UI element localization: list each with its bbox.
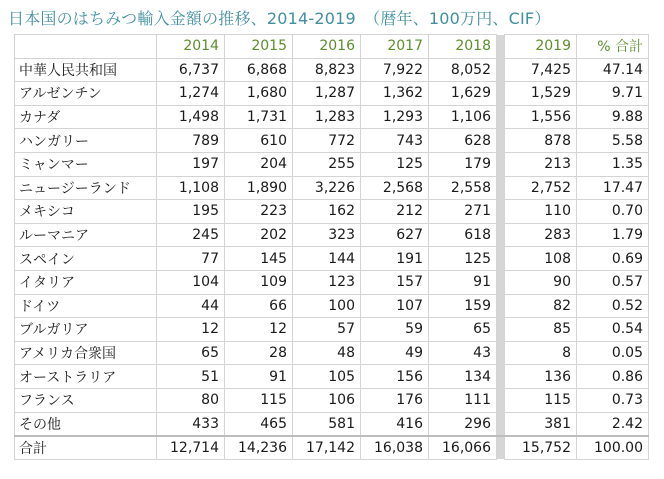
value-2019: 878 — [505, 129, 577, 153]
table-row — [15, 223, 649, 247]
header-2014: 2014 — [157, 35, 225, 59]
value-2017: 191 — [361, 247, 429, 271]
percent-total: 0.05 — [577, 341, 649, 365]
percent-total: 17.47 — [577, 176, 649, 200]
value-2017: 1,362 — [361, 82, 429, 106]
value-2016: 255 — [293, 152, 361, 176]
value-2015: 109 — [225, 270, 293, 294]
percent-total: 0.54 — [577, 318, 649, 342]
column-separator — [497, 318, 505, 342]
value-2018: 179 — [429, 152, 497, 176]
value-2014: 44 — [157, 294, 225, 318]
value-2019: 85 — [505, 318, 577, 342]
table-row — [15, 341, 649, 365]
column-separator — [497, 176, 505, 200]
value-2014: 80 — [157, 388, 225, 412]
value-2015: 12 — [225, 318, 293, 342]
value-2016: 8,823 — [293, 58, 361, 82]
table-row — [15, 152, 649, 176]
value-2014: 433 — [157, 412, 225, 436]
column-separator — [497, 341, 505, 365]
value-2015: 223 — [225, 200, 293, 224]
value-2015: 1,731 — [225, 105, 293, 129]
value-2019: 90 — [505, 270, 577, 294]
table-body — [15, 58, 649, 459]
percent-total: 2.42 — [577, 412, 649, 436]
value-2015: 28 — [225, 341, 293, 365]
country-name: スペイン — [15, 247, 157, 271]
value-2016: 57 — [293, 318, 361, 342]
value-2016: 323 — [293, 223, 361, 247]
country-name: メキシコ — [15, 200, 157, 224]
percent-total: 100.00 — [577, 436, 649, 460]
percent-total: 5.58 — [577, 129, 649, 153]
percent-total: 9.88 — [577, 105, 649, 129]
percent-total: 47.14 — [577, 58, 649, 82]
value-2014: 195 — [157, 200, 225, 224]
table-row — [15, 247, 649, 271]
value-2017: 157 — [361, 270, 429, 294]
header-2018: 2018 — [429, 35, 497, 59]
value-2015: 145 — [225, 247, 293, 271]
table-row — [15, 82, 649, 106]
column-separator — [497, 294, 505, 318]
value-2019: 213 — [505, 152, 577, 176]
column-separator — [497, 270, 505, 294]
value-2017: 416 — [361, 412, 429, 436]
country-name: カナダ — [15, 105, 157, 129]
value-2015: 115 — [225, 388, 293, 412]
value-2017: 627 — [361, 223, 429, 247]
value-2017: 7,922 — [361, 58, 429, 82]
value-2018: 1,106 — [429, 105, 497, 129]
value-2015: 204 — [225, 152, 293, 176]
country-name: 中華人民共和国 — [15, 58, 157, 82]
column-separator — [497, 247, 505, 271]
column-separator — [497, 388, 505, 412]
table-row — [15, 388, 649, 412]
column-separator — [497, 58, 505, 82]
value-2015: 1,680 — [225, 82, 293, 106]
header-2017: 2017 — [361, 35, 429, 59]
table-row — [15, 105, 649, 129]
column-separator — [497, 412, 505, 436]
percent-total: 1.35 — [577, 152, 649, 176]
table-row — [15, 176, 649, 200]
percent-total: 0.69 — [577, 247, 649, 271]
country-name: ブルガリア — [15, 318, 157, 342]
value-2017: 1,293 — [361, 105, 429, 129]
header-percent-total: % 合計 — [577, 35, 649, 59]
table-title: 日本国のはちみつ輸入金額の推移、2014-2019 （暦年、100万円、CIF） — [8, 9, 551, 28]
value-2016: 123 — [293, 270, 361, 294]
percent-total: 0.70 — [577, 200, 649, 224]
value-2016: 144 — [293, 247, 361, 271]
value-2014: 12 — [157, 318, 225, 342]
country-name: イタリア — [15, 270, 157, 294]
table-row — [15, 129, 649, 153]
value-2018: 111 — [429, 388, 497, 412]
value-2017: 16,038 — [361, 436, 429, 460]
column-separator — [497, 436, 505, 460]
value-2017: 59 — [361, 318, 429, 342]
value-2017: 49 — [361, 341, 429, 365]
table-row — [15, 412, 649, 436]
value-2019: 136 — [505, 365, 577, 389]
value-2016: 100 — [293, 294, 361, 318]
column-separator — [497, 35, 505, 59]
percent-total: 0.52 — [577, 294, 649, 318]
value-2014: 1,274 — [157, 82, 225, 106]
value-2019: 2,752 — [505, 176, 577, 200]
value-2015: 14,236 — [225, 436, 293, 460]
column-separator — [497, 365, 505, 389]
value-2015: 465 — [225, 412, 293, 436]
value-2019: 82 — [505, 294, 577, 318]
value-2016: 48 — [293, 341, 361, 365]
percent-total: 1.79 — [577, 223, 649, 247]
percent-total: 0.86 — [577, 365, 649, 389]
table-row — [15, 294, 649, 318]
column-separator — [497, 152, 505, 176]
value-2018: 159 — [429, 294, 497, 318]
value-2015: 202 — [225, 223, 293, 247]
value-2019: 115 — [505, 388, 577, 412]
value-2019: 7,425 — [505, 58, 577, 82]
value-2018: 91 — [429, 270, 497, 294]
value-2017: 125 — [361, 152, 429, 176]
value-2015: 610 — [225, 129, 293, 153]
value-2017: 212 — [361, 200, 429, 224]
percent-total: 0.57 — [577, 270, 649, 294]
country-name: フランス — [15, 388, 157, 412]
value-2019: 108 — [505, 247, 577, 271]
header-country — [15, 35, 157, 59]
table-row — [15, 365, 649, 389]
country-name: その他 — [15, 412, 157, 436]
column-separator — [497, 200, 505, 224]
value-2016: 162 — [293, 200, 361, 224]
country-name: ドイツ — [15, 294, 157, 318]
value-2017: 107 — [361, 294, 429, 318]
value-2014: 789 — [157, 129, 225, 153]
value-2016: 1,283 — [293, 105, 361, 129]
value-2015: 91 — [225, 365, 293, 389]
value-2018: 8,052 — [429, 58, 497, 82]
value-2018: 628 — [429, 129, 497, 153]
value-2016: 106 — [293, 388, 361, 412]
table-row — [15, 270, 649, 294]
country-name: 合計 — [15, 436, 157, 460]
value-2018: 43 — [429, 341, 497, 365]
value-2018: 134 — [429, 365, 497, 389]
value-2018: 16,066 — [429, 436, 497, 460]
column-separator — [497, 82, 505, 106]
value-2014: 12,714 — [157, 436, 225, 460]
value-2014: 65 — [157, 341, 225, 365]
value-2015: 66 — [225, 294, 293, 318]
table-row — [15, 58, 649, 82]
header-2015: 2015 — [225, 35, 293, 59]
value-2017: 176 — [361, 388, 429, 412]
value-2017: 2,568 — [361, 176, 429, 200]
value-2014: 77 — [157, 247, 225, 271]
value-2019: 15,752 — [505, 436, 577, 460]
value-2018: 271 — [429, 200, 497, 224]
header-row — [15, 35, 649, 59]
value-2018: 2,558 — [429, 176, 497, 200]
value-2019: 8 — [505, 341, 577, 365]
value-2016: 581 — [293, 412, 361, 436]
percent-total: 9.71 — [577, 82, 649, 106]
value-2014: 6,737 — [157, 58, 225, 82]
country-name: オーストラリア — [15, 365, 157, 389]
column-separator — [497, 129, 505, 153]
value-2019: 283 — [505, 223, 577, 247]
country-name: ハンガリー — [15, 129, 157, 153]
value-2014: 197 — [157, 152, 225, 176]
value-2018: 65 — [429, 318, 497, 342]
value-2018: 1,629 — [429, 82, 497, 106]
percent-total: 0.73 — [577, 388, 649, 412]
value-2018: 125 — [429, 247, 497, 271]
value-2019: 1,529 — [505, 82, 577, 106]
value-2019: 1,556 — [505, 105, 577, 129]
header-2016: 2016 — [293, 35, 361, 59]
country-name: アルゼンチン — [15, 82, 157, 106]
value-2016: 17,142 — [293, 436, 361, 460]
value-2018: 618 — [429, 223, 497, 247]
table-row — [15, 318, 649, 342]
column-separator — [497, 223, 505, 247]
total-row — [15, 436, 649, 460]
value-2016: 1,287 — [293, 82, 361, 106]
value-2015: 1,890 — [225, 176, 293, 200]
import-value-table — [14, 34, 649, 460]
header-2019: 2019 — [505, 35, 577, 59]
country-name: アメリカ合衆国 — [15, 341, 157, 365]
value-2018: 296 — [429, 412, 497, 436]
value-2015: 6,868 — [225, 58, 293, 82]
value-2019: 381 — [505, 412, 577, 436]
value-2017: 156 — [361, 365, 429, 389]
value-2016: 3,226 — [293, 176, 361, 200]
country-name: ニュージーランド — [15, 176, 157, 200]
value-2014: 245 — [157, 223, 225, 247]
value-2014: 1,498 — [157, 105, 225, 129]
value-2016: 772 — [293, 129, 361, 153]
value-2014: 51 — [157, 365, 225, 389]
column-separator — [497, 105, 505, 129]
value-2016: 105 — [293, 365, 361, 389]
value-2017: 743 — [361, 129, 429, 153]
value-2014: 104 — [157, 270, 225, 294]
country-name: ルーマニア — [15, 223, 157, 247]
value-2019: 110 — [505, 200, 577, 224]
table-row — [15, 200, 649, 224]
value-2014: 1,108 — [157, 176, 225, 200]
country-name: ミャンマー — [15, 152, 157, 176]
